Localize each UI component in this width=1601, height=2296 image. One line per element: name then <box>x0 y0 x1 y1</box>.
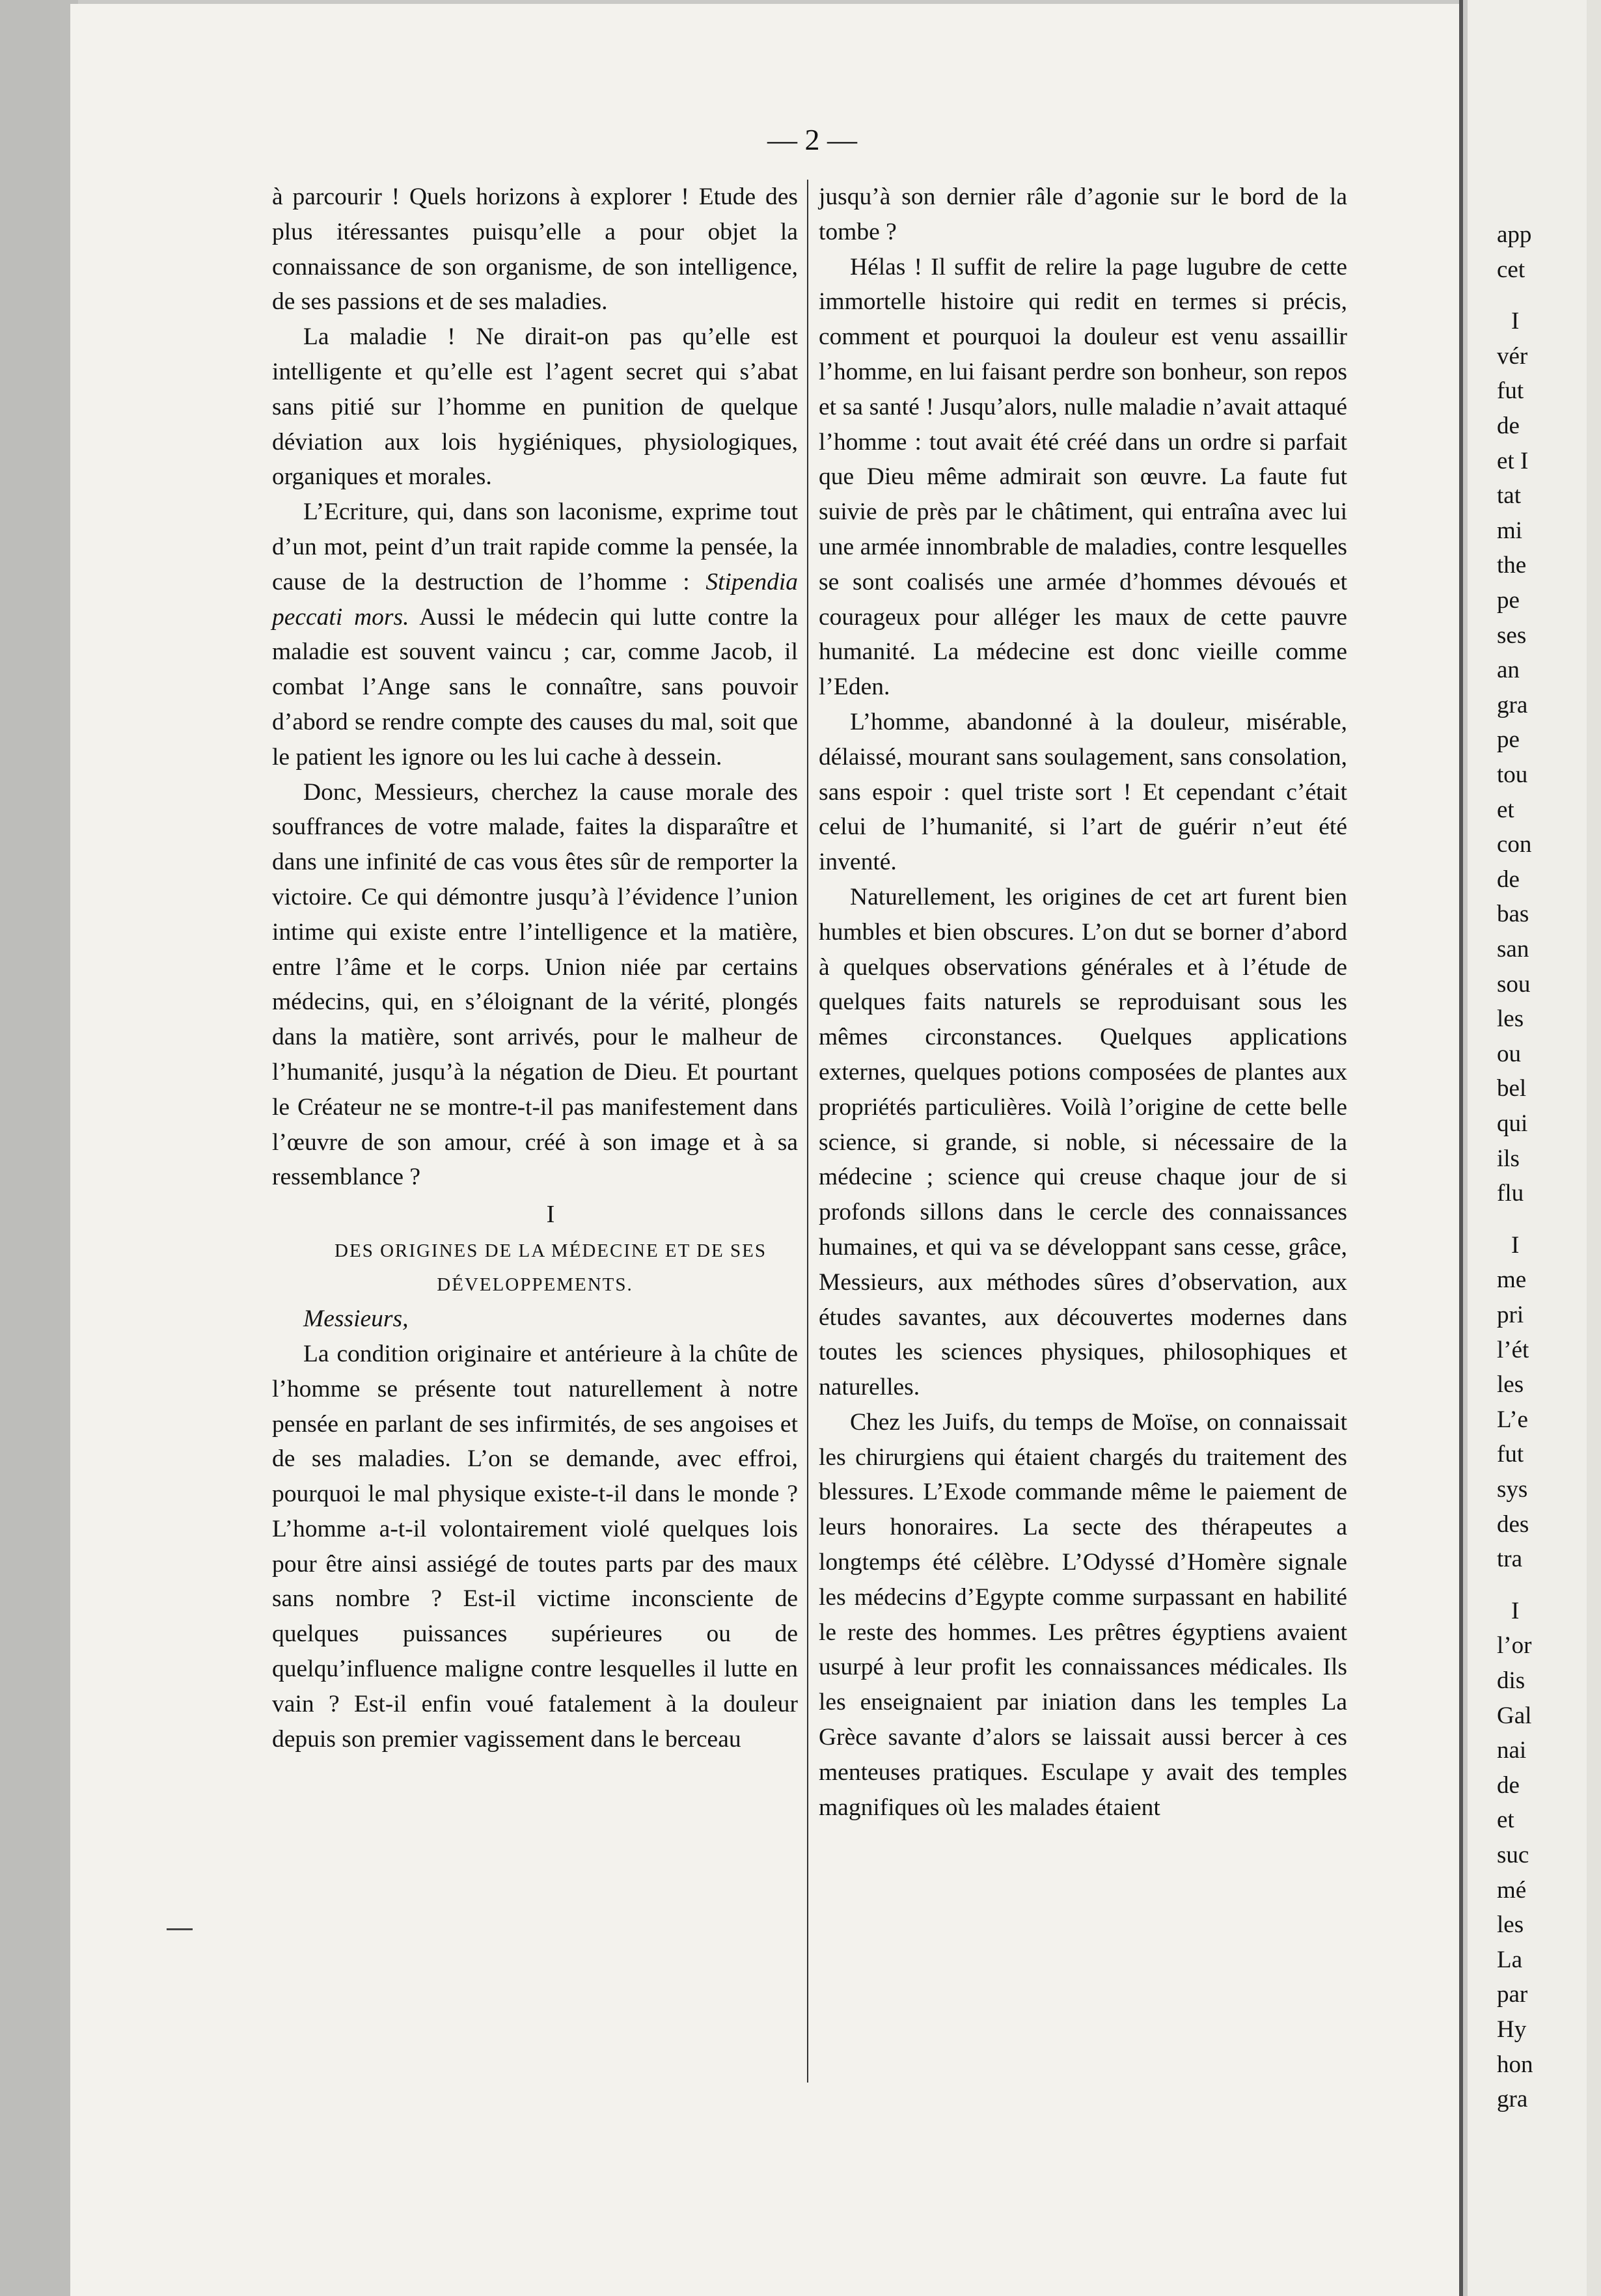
paragraph: L’homme, abandonné à la douleur, misérable, délaissé, mourant sans soulagement, sans consolation, sans espoir : quel triste sort ! Et cependant c’était celui de l’humanité, si l’art de guérir n’eut été inventé. <box>819 708 1347 876</box>
next-page-fragment: qui <box>1497 1110 1528 1137</box>
paragraph: La maladie ! Ne dirait-on pas qu’elle est intelligente et qu’elle est l’agent secret qui s’abat sans pitié sur l’homme en punition de quelque déviation aux lois hygiéniques, physiologiques, organiques et morales. <box>272 323 798 491</box>
next-page-fragment: l’or <box>1497 1632 1532 1660</box>
next-page-fragment: ou <box>1497 1040 1521 1067</box>
next-page-fragment: me <box>1497 1266 1527 1294</box>
paragraph: à parcourir ! Quels horizons à explorer ! Etude des plus itéressantes puisqu’elle a pour objet la connaissance de son organisme, de son intelligence, de ses passions et de ses maladies. <box>272 184 798 316</box>
next-page-fragment: an <box>1497 657 1520 684</box>
next-page-fragment: de <box>1497 413 1520 439</box>
next-page-fragment: bas <box>1497 901 1529 928</box>
next-page-fragment: I <box>1511 308 1520 335</box>
section-number: I <box>546 1201 555 1229</box>
paragraph-text: Aussi le médecin qui lutte contre la maladie est souvent vaincu ; car, comme Jacob, il combat l’Ange sans le connaître, sans pouvoir d’abord se rendre compte des causes du mal, soit que le patient les ignore ou les lui cache à dessein. <box>272 603 798 771</box>
next-page-fragment: par <box>1497 1981 1528 2008</box>
next-page-fragment: I <box>1511 1597 1520 1624</box>
paragraph: Donc, Messieurs, cherchez la cause morale des souffrances de votre malade, faites la disparaître et dans une infinité de cas vous êtes sûr de remporter la victoire. Ce qui démontre jusqu’à l’évidence l’union intime qui existe entre l’intelligence et la matière, entre l’âme et le corps. Union niée par certains médecins, qui, en s’éloignant de la vérité, plongés dans la matière, sont arrivés, pour le malheur de l’humanité, jusqu’à la négation de Dieu. Et pourtant le Créateur ne se montre-t-il pas manifestement dans l’œuvre de son amour, créé à son image et à sa ressemblance ? <box>272 778 798 1191</box>
next-page-fragment: fut <box>1497 377 1524 405</box>
next-page-fragment: Hy <box>1497 2016 1527 2043</box>
next-page-fragment: La <box>1497 1946 1523 1973</box>
next-page-fragment: des <box>1497 1510 1529 1538</box>
next-page-fragment: the <box>1497 552 1527 579</box>
next-page-fragment: fut <box>1497 1441 1524 1468</box>
next-page-fragment: l’ét <box>1497 1336 1529 1363</box>
next-page-fragment: ses <box>1497 622 1527 649</box>
next-page-fragment: tra <box>1497 1546 1523 1573</box>
next-page-fragment: L’e <box>1497 1406 1528 1433</box>
next-page-fragment: mé <box>1497 1876 1527 1904</box>
next-page-fragment: Gal <box>1497 1702 1532 1729</box>
next-page-fragment: hon <box>1497 2051 1533 2078</box>
page-gutter <box>1459 0 1463 2296</box>
section-title: DES ORIGINES DE LA MÉDECINE ET DE SES DÉVELOPPEMENTS. <box>335 1240 767 1296</box>
next-page-fragment: san <box>1497 936 1529 963</box>
next-page-fragment: les <box>1497 1005 1524 1033</box>
paragraph <box>272 495 798 774</box>
page-number: — 2 — <box>767 123 857 156</box>
paragraph: La condition originaire et antérieure à la chûte de l’homme se présente tout naturellement à notre pensée en parlant de ses infirmités, de ses angoises et de ses maladies. L’on se demande, avec effroi, pourquoi le mal physique existe-t-il dans le monde ? L’homme a-t-il volontairement violé quelques lois pour être ainsi assiégé de toutes parts par des maux sans nombre ? Est-il victime inconsciente de quelques puissances supérieures ou de quelqu’influence maligne contre lesquelles il lutte en vain ? Est-il enfin voué fatalement à la douleur depuis son premier vagissement dans le berceau <box>272 1340 798 1753</box>
next-page-fragment: de <box>1497 866 1520 893</box>
next-page-fragment: pri <box>1497 1302 1524 1328</box>
paragraph: jusqu’à son dernier râle d’agonie sur le bord de la tombe ? <box>819 184 1347 245</box>
next-page-fragment: sys <box>1497 1476 1528 1503</box>
column-divider <box>807 180 808 2083</box>
text-column-left <box>272 180 798 1756</box>
paragraph: Chez les Juifs, du temps de Moïse, on connaissait les chirurgiens qui étaient chargés du traitement des blessures. L’Exode commande même le paiement de leurs honoraires. La secte des thérapeutes a longtemps été célèbre. L’Odyssé d’Homère signale les médecins d’Egypte comme surpassant en habilité le reste des hommes. Les prêtres égyptiens avaient usurpé à leur profit les connaissances médicales. Ils les enseignaient par iniation dans les temples La Grèce savante d’alors se laissait aussi bercer à ces menteuses pratiques. Esculape y avait des temples magnifiques où les malades étaient <box>819 1408 1347 1821</box>
next-page-fragment: et <box>1497 796 1514 823</box>
next-page-fragment: ils <box>1497 1145 1520 1172</box>
next-page-fragment: nai <box>1497 1737 1527 1764</box>
next-page-fragment: app <box>1497 221 1532 248</box>
latin-quote: Stipendia peccati mors. <box>272 568 798 631</box>
next-page-fragment: et I <box>1497 447 1529 474</box>
next-page-fragment: tou <box>1497 761 1528 788</box>
next-page-fragment: de <box>1497 1771 1520 1799</box>
salutation: Messieurs, <box>303 1305 409 1333</box>
next-page-fragment: con <box>1497 831 1532 858</box>
next-page-fragment: mi <box>1497 517 1523 544</box>
next-page-fragment: gra <box>1497 691 1528 718</box>
next-page-fragment: gra <box>1497 2086 1528 2113</box>
next-page-fragment: dis <box>1497 1667 1526 1694</box>
next-page-fragment: tat <box>1497 482 1521 510</box>
margin-mark <box>167 1928 193 1930</box>
paragraph-text: L’Ecriture, qui, dans son laconisme, exprime tout d’un mot, peint d’un trait rapide comme la pensée, la cause de la destruction de l’homme : <box>272 499 798 595</box>
next-page-fragment: cet <box>1497 256 1526 283</box>
paragraph: Naturellement, les origines de cet art furent bien humbles et bien obscures. L’on dut se borner d’abord à quelques observations générales et à l’étude de quelques faits naturels se reproduisant sous les mêmes circonstances. Quelques applications externes, quelques potions composées de plantes aux propriétés particulières. Voilà l’origine de cette belle science, si grande, si noble, si nécessaire de la médecine ; science qui creuse chaque jour de si profonds sillons dans le cercle des connaissances humaines, et qui va se développant sans cesse, grâce, Messieurs, aux méthodes sûres d’observation, aux études savantes, aux découvertes modernes dans toutes les sciences physiques, philosophiques et naturelles. <box>819 883 1347 1401</box>
next-page-fragment: sou <box>1497 970 1531 998</box>
text-column-right <box>819 180 1347 1825</box>
scan-background-left <box>0 0 78 2296</box>
next-page-fragment: I <box>1511 1231 1520 1259</box>
next-page-fragment: pe <box>1497 726 1520 754</box>
next-page-fragment: pe <box>1497 587 1520 614</box>
next-page-fragment: bel <box>1497 1075 1527 1102</box>
next-page-fragment: les <box>1497 1371 1524 1399</box>
paragraph: Hélas ! Il suffit de relire la page lugubre de cette immortelle histoire qui redit en termes si précis, comment et pourquoi la douleur est venu assaillir l’homme, en lui faisant perdre son bonheur, son repos et sa santé ! Jusqu’alors, nulle maladie n’avait attaqué l’homme : tout avait été créé dans un ordre si parfait que Dieu même admirait son œuvre. La faute fut suivie de près par le châtiment, qui entraîna avec lui une armée innombrable de maladies, contre lesquelles se sont coalisés une armée d’hommes dévoués et courageux pour alléger les maux de cette pauvre humanité. La médecine est donc vieille comme l’Eden. <box>819 253 1347 701</box>
next-page-fragment: vér <box>1497 342 1528 370</box>
next-page-fragment: et <box>1497 1807 1514 1834</box>
next-page-fragment: les <box>1497 1911 1524 1939</box>
next-page-fragment: flu <box>1497 1180 1524 1207</box>
next-page-fragment: suc <box>1497 1842 1529 1868</box>
